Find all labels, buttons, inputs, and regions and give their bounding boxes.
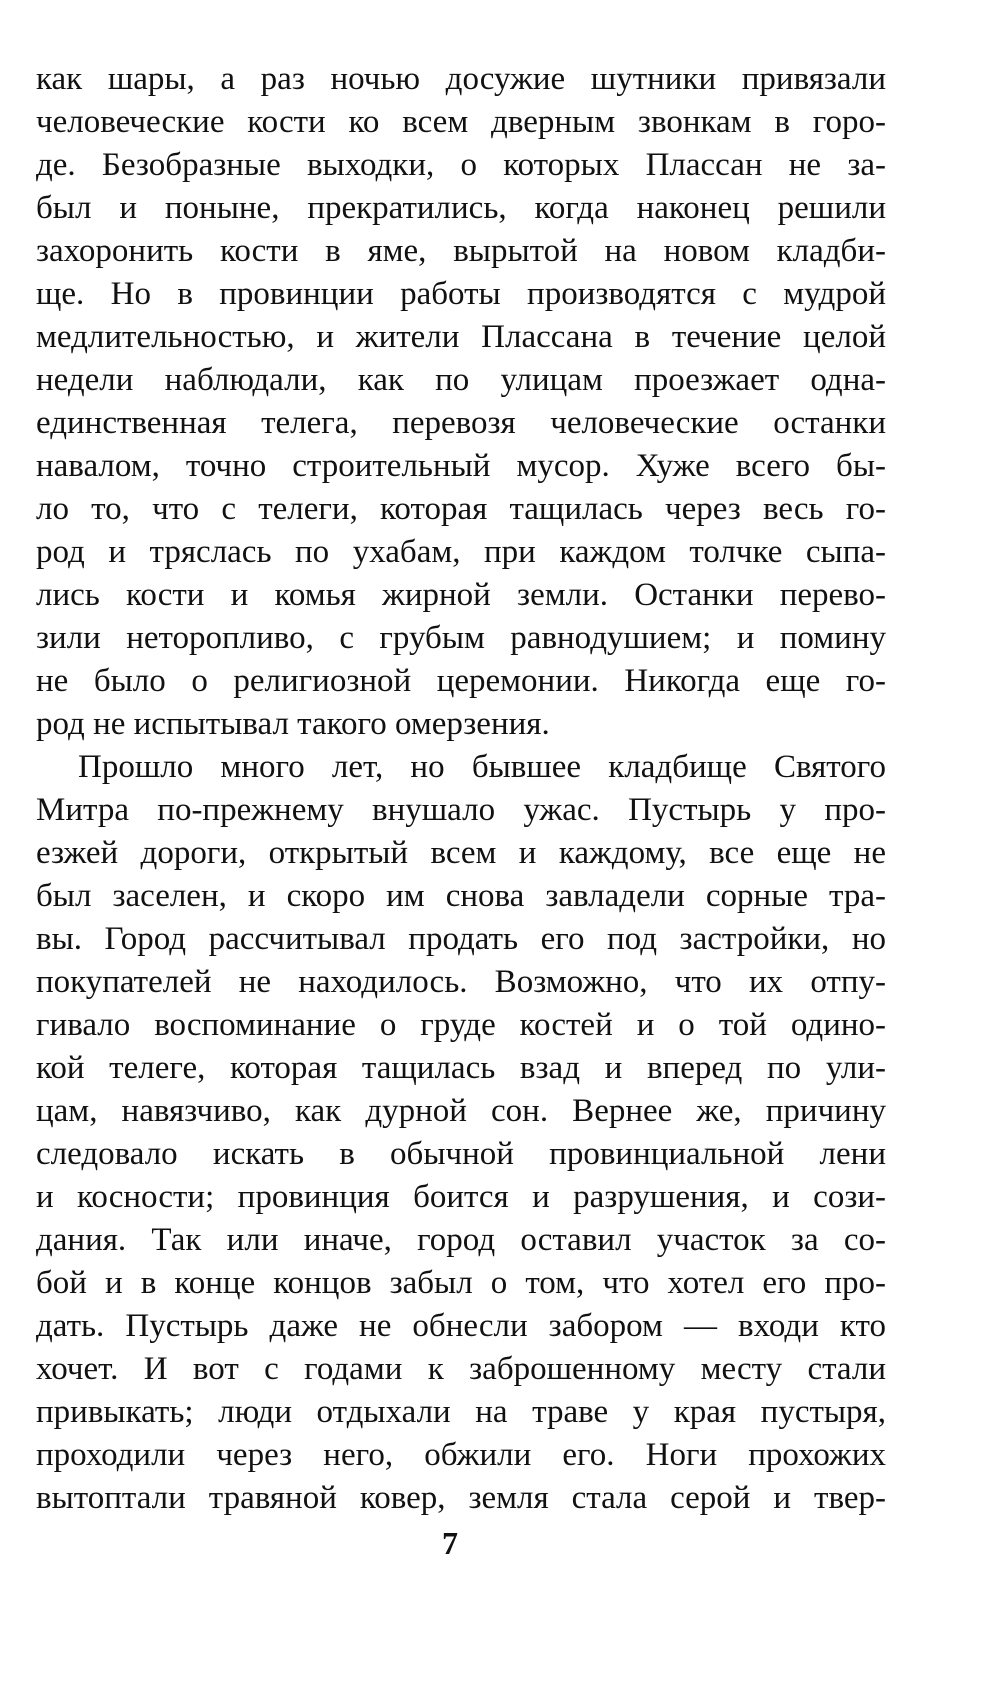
text-line: дания. Так или иначе, город оставил участок за со- bbox=[36, 1222, 886, 1258]
text-line: дать. Пустырь даже не обнесли забором — входи кто bbox=[36, 1308, 886, 1344]
paragraph-1 bbox=[36, 58, 886, 746]
text-line: не было о религиозной церемонии. Никогда еще го- bbox=[36, 663, 886, 699]
text-line: гивало воспоминание о груде костей и о той одино- bbox=[36, 1007, 886, 1043]
text-line: езжей дороги, открытый всем и каждому, все еще не bbox=[36, 835, 886, 871]
text-line: зили неторопливо, с грубым равнодушием; и помину bbox=[36, 620, 886, 656]
text-line: захоронить кости в яме, вырытой на новом кладби- bbox=[36, 233, 886, 269]
text-line: и косности; провинция боится и разрушения, и сози- bbox=[36, 1179, 886, 1215]
text-line: род не испытывал такого омерзения. bbox=[36, 706, 550, 742]
text-line: кой телеге, которая тащилась взад и вперед по ули- bbox=[36, 1050, 886, 1086]
text-line: ло то, что с телеги, которая тащилась через весь го- bbox=[36, 491, 886, 527]
text-line: ще. Но в провинции работы производятся с мудрой bbox=[36, 276, 886, 312]
text-line: медлительностью, и жители Плассана в течение целой bbox=[36, 319, 886, 355]
text-line: человеческие кости ко всем дверным звонкам в горо- bbox=[36, 104, 886, 140]
text-line: цам, навязчиво, как дурной сон. Вернее же, причину bbox=[36, 1093, 886, 1129]
text-line: вы. Город рассчитывал продать его под застройки, но bbox=[36, 921, 886, 957]
text-line: Митра по-прежнему внушало ужас. Пустырь у про- bbox=[36, 792, 886, 828]
text-line: лись кости и комья жирной земли. Останки перево- bbox=[36, 577, 886, 613]
text-line: бой и в конце концов забыл о том, что хотел его про- bbox=[36, 1265, 886, 1301]
text-line: навалом, точно строительный мусор. Хуже всего бы- bbox=[36, 448, 886, 484]
paragraph-2 bbox=[36, 746, 886, 1520]
text-line: покупателей не находилось. Возможно, что их отпу- bbox=[36, 964, 886, 1000]
text-line: единственная телега, перевозя человеческие останки bbox=[36, 405, 886, 441]
text-line: де. Безобразные выходки, о которых Плассан не за- bbox=[36, 147, 886, 183]
text-line: Прошло много лет, но бывшее кладбище Святого bbox=[78, 749, 886, 785]
text-line: хочет. И вот с годами к заброшенному месту стали bbox=[36, 1351, 886, 1387]
text-line: привыкать; люди отдыхали на траве у края пустыря, bbox=[36, 1394, 886, 1430]
text-line: проходили через него, обжили его. Ноги прохожих bbox=[36, 1437, 886, 1473]
text-line: был заселен, и скоро им снова завладели сорные тра- bbox=[36, 878, 886, 914]
text-line: род и тряслась по ухабам, при каждом толчке сыпа- bbox=[36, 534, 886, 570]
text-line: вытоптали травяной ковер, земля стала серой и твер- bbox=[36, 1480, 886, 1516]
text-line: недели наблюдали, как по улицам проезжает одна- bbox=[36, 362, 886, 398]
text-line: следовало искать в обычной провинциальной лени bbox=[36, 1136, 886, 1172]
page-number: 7 bbox=[442, 1525, 458, 1561]
body-text bbox=[36, 58, 886, 1520]
text-line: был и поныне, прекратились, когда наконец решили bbox=[36, 190, 886, 226]
text-line: как шары, а раз ночью досужие шутники привязали bbox=[36, 61, 886, 97]
